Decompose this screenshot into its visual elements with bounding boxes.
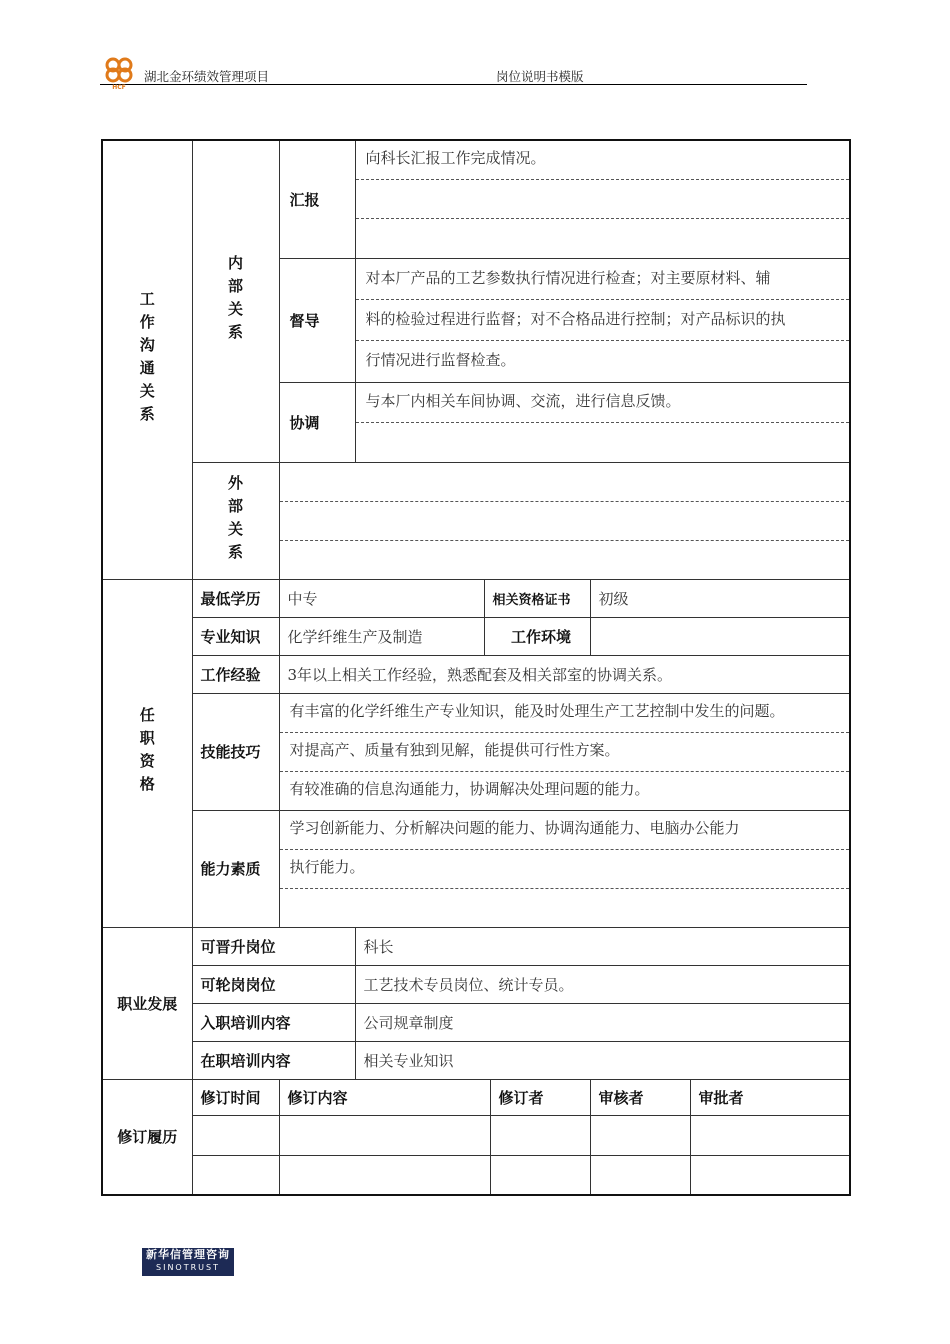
revision-cell[interactable]	[590, 1155, 690, 1195]
revision-cell[interactable]	[279, 1115, 490, 1155]
career-row-label: 入职培训内容	[192, 1003, 355, 1041]
revision-cell[interactable]	[490, 1155, 590, 1195]
coordinate-content: 与本厂内相关车间协调、交流，进行信息反馈。	[355, 382, 850, 462]
revision-header-approver: 审批者	[690, 1079, 850, 1115]
revision-header-time: 修订时间	[192, 1079, 279, 1115]
revision-cell[interactable]	[690, 1155, 850, 1195]
ability-content: 学习创新能力、分析解决问题的能力、协调沟通能力、电脑办公能力 执行能力。	[279, 810, 850, 927]
knowledge-value: 化学纤维生产及制造	[279, 617, 484, 655]
career-row-label: 可晋升岗位	[192, 927, 355, 965]
revision-cell[interactable]	[279, 1155, 490, 1195]
certificate-value: 初级	[590, 579, 850, 617]
communication-section-label: 工作沟通关系	[102, 140, 192, 579]
template-name: 岗位说明书模版	[496, 69, 584, 84]
experience-value: 3年以上相关工作经验，熟悉配套及相关部室的协调关系。	[279, 655, 850, 693]
revision-cell[interactable]	[490, 1115, 590, 1155]
job-description-table	[101, 139, 851, 1196]
external-relation-label: 外部关系	[192, 462, 279, 579]
supervise-content: 对本厂产品的工艺参数执行情况进行检查；对主要原材料、辅 料的检验过程进行监督；对不合格品进行控制；对产品标识的执 行情况进行监督检查。	[355, 258, 850, 382]
education-label: 最低学历	[192, 579, 279, 617]
career-row-value: 相关专业知识	[355, 1041, 850, 1079]
supervise-label: 督导	[279, 258, 355, 382]
project-name: 湖北金环绩效管理项目	[144, 69, 270, 84]
revision-cell[interactable]	[590, 1115, 690, 1155]
knowledge-label: 专业知识	[192, 617, 279, 655]
revision-cell[interactable]	[690, 1115, 850, 1155]
education-value: 中专	[279, 579, 484, 617]
environment-value	[590, 617, 850, 655]
career-row-label: 在职培训内容	[192, 1041, 355, 1079]
career-row-value: 工艺技术专员岗位、统计专员。	[355, 965, 850, 1003]
certificate-label: 相关资格证书	[484, 579, 590, 617]
experience-label: 工作经验	[192, 655, 279, 693]
hcf-logo-icon	[100, 56, 138, 90]
ability-label: 能力素质	[192, 810, 279, 927]
revision-cell[interactable]	[192, 1115, 279, 1155]
revision-header-reviewer: 审核者	[590, 1079, 690, 1115]
sinotrust-logo: 新华信管理咨询 SINOTRUST	[142, 1248, 234, 1276]
internal-relation-label: 内部关系	[192, 140, 279, 462]
career-section-label: 职业发展	[102, 927, 192, 1079]
report-label: 汇报	[279, 140, 355, 258]
svg-text:HCF: HCF	[112, 84, 126, 90]
coordinate-label: 协调	[279, 382, 355, 462]
page-header	[100, 56, 807, 90]
revision-header-author: 修订者	[490, 1079, 590, 1115]
career-row-value: 公司规章制度	[355, 1003, 850, 1041]
qualification-section-label: 任职资格	[102, 579, 192, 927]
revision-header-content: 修订内容	[279, 1079, 490, 1115]
external-content	[279, 462, 850, 579]
skills-label: 技能技巧	[192, 693, 279, 810]
career-row-value: 科长	[355, 927, 850, 965]
revision-section-label: 修订履历	[102, 1079, 192, 1195]
career-row-label: 可轮岗岗位	[192, 965, 355, 1003]
environment-label: 工作环境	[484, 617, 590, 655]
revision-cell[interactable]	[192, 1155, 279, 1195]
skills-content: 有丰富的化学纤维生产专业知识，能及时处理生产工艺控制中发生的问题。 对提高产、质量有独到见解，能提供可行性方案。 有较准确的信息沟通能力，协调解决处理问题的能力。	[279, 693, 850, 810]
report-content: 向科长汇报工作完成情况。	[355, 140, 850, 258]
